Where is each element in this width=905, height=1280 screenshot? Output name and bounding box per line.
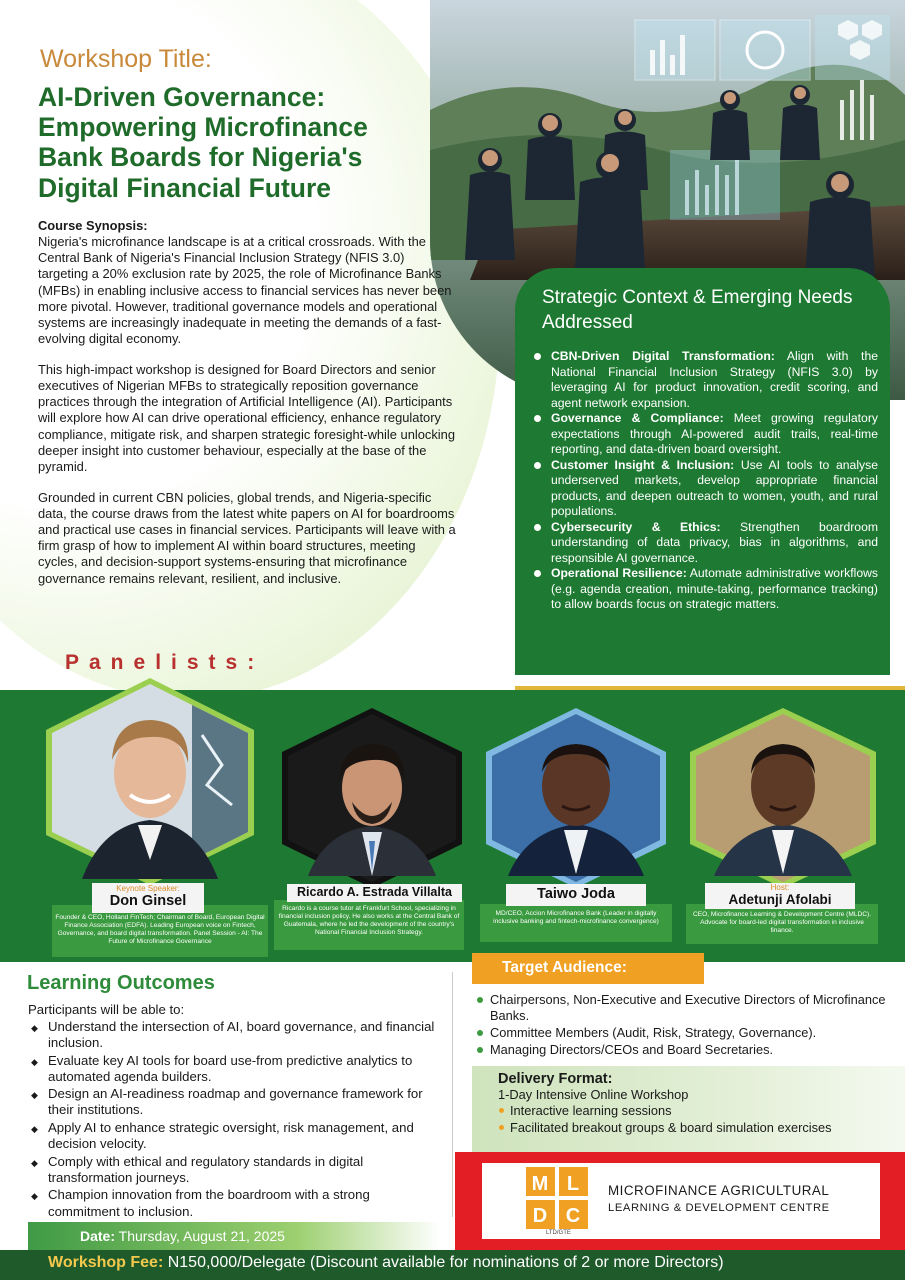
- list-item-text: Interactive learning sessions: [510, 1103, 672, 1119]
- delivery-format-line: 1-Day Intensive Online Workshop: [498, 1087, 689, 1102]
- panelist-description: Ricardo is a course tutor at Frankfurt School, specializing in financial inclusion policy. He also works at the Central Bank of Guatemala, where he led the development of the country's National Financial Inclusion Strategy.: [278, 905, 460, 937]
- diamond-bullet-icon: ◆: [31, 1157, 38, 1168]
- workshop-title: AI-Driven Governance: Empowering Microfinance Bank Boards for Nigeria's Digital Financial Future: [38, 82, 368, 203]
- diamond-bullet-icon: ◆: [31, 1056, 38, 1067]
- list-item-text: Managing Directors/CEOs and Board Secretaries.: [490, 1041, 774, 1057]
- panelist-name-tag: [506, 884, 646, 906]
- learning-outcomes-heading: Learning Outcomes: [27, 972, 215, 994]
- list-item-text: Comply with ethical and regulatory standards in digital transformation journeys.: [48, 1153, 364, 1185]
- target-audience-heading: Target Audience:: [472, 953, 704, 984]
- organisation-name: [608, 1181, 830, 1217]
- context-item-text: Use AI tools to analyse underserved markets, develop appropriate financial products, and deepen outreach to women, youth, and rural populations.: [551, 457, 878, 519]
- panelist-photo-ricardo-estrada: [280, 706, 464, 890]
- workshop-fee-banner: [0, 1250, 905, 1280]
- list-item: [30, 1187, 440, 1219]
- bullet-icon: [499, 1108, 504, 1113]
- context-item: [529, 349, 878, 411]
- panelist-name: Taiwo Joda: [537, 886, 615, 902]
- context-item-label: Operational Resilience:: [551, 566, 687, 581]
- context-item-label: Cybersecurity & Ethics:: [551, 519, 721, 534]
- list-item: [498, 1103, 905, 1119]
- list-item: [30, 1120, 440, 1152]
- bullet-icon: [534, 462, 541, 469]
- strategic-context-panel: [515, 268, 890, 675]
- bullet-icon: [534, 524, 541, 531]
- panelist-photo-don-ginsel: [42, 675, 258, 887]
- context-item-label: Customer Insight & Inclusion:: [551, 457, 735, 472]
- list-item-text: Evaluate key AI tools for board use-from predictive analytics to automated agenda builders.: [48, 1052, 413, 1084]
- context-item-label: Governance & Compliance:: [551, 411, 724, 426]
- context-item: [529, 458, 878, 520]
- fee-value: N150,000/Delegate (Discount available for nominations of 2 or more Directors): [163, 1254, 724, 1271]
- context-item-label: CBN-Driven Digital Transformation:: [551, 349, 775, 364]
- bullet-icon: [477, 1030, 483, 1036]
- panelist-photo-adetunji-afolabi: [688, 706, 878, 890]
- list-item-text: Design an AI-readiness roadmap and governance framework for their institutions.: [48, 1086, 423, 1118]
- context-item: [529, 566, 878, 612]
- list-item: [498, 1120, 905, 1136]
- organisation-name-line: MICROFINANCE AGRICULTURAL: [608, 1183, 830, 1198]
- list-item: [30, 1053, 440, 1085]
- context-item-text: Automate administrative workflows (e.g. agenda creation, minute-taking, performance tracking) to allow boards focus on strategic matters.: [551, 566, 878, 612]
- target-audience-list: [476, 992, 896, 1058]
- synopsis-heading: Course Synopsis:: [38, 218, 148, 233]
- workshop-title-kicker: Workshop Title:: [40, 45, 212, 73]
- context-item-text: Align with the National Financial Inclusion Strategy (NFIS 3.0) by leveraging AI for product innovation, credit scoring, and agent network expansion.: [551, 349, 878, 410]
- diamond-bullet-icon: ◆: [31, 1023, 38, 1033]
- date-banner: [28, 1222, 440, 1250]
- logo-letter: C: [565, 1205, 581, 1227]
- context-heading: Strategic Context & Emerging Needs Addressed: [542, 287, 853, 333]
- list-item: [476, 1025, 896, 1041]
- list-item: [30, 1154, 440, 1186]
- panelist-name-tag: [287, 884, 462, 902]
- panelist-description: MD/CEO, Accion Microfinance Bank (Leader in digitally inclusive banking and fintech-microfinance convergence): [493, 910, 659, 926]
- logo-letter: L: [566, 1173, 580, 1195]
- list-item-text: Understand the intersection of AI, board governance, and financial inclusion.: [48, 1019, 435, 1051]
- context-item: [529, 520, 878, 566]
- panelist-name: Adetunji Afolabi: [728, 892, 832, 907]
- diamond-bullet-icon: ◆: [31, 1124, 38, 1135]
- panelist-description: CEO, Microfinance Learning & Development Centre (MLDC). Advocate for board-led digital transformation in inclusive finance.: [692, 911, 872, 935]
- list-item-text: Champion innovation from the boardroom with a strong commitment to inclusion.: [48, 1187, 370, 1219]
- learning-outcomes-list: [30, 1019, 440, 1221]
- context-item-text: Strengthen boardroom understanding of data privacy, bias in algorithms, and responsible AI governance.: [551, 519, 878, 565]
- panelist-name-tag: [92, 883, 204, 913]
- organisation-name-line: LEARNING & DEVELOPMENT CENTRE: [608, 1202, 830, 1215]
- logo-letter: D: [532, 1205, 548, 1227]
- mldc-logo: [526, 1167, 588, 1229]
- panelists-heading: Panelists:: [65, 651, 265, 674]
- synopsis-paragraph: Grounded in current CBN policies, global trends, and Nigeria-specific data, the course draws from the latest white papers on AI for boardrooms and practical use cases in financial services. Participants will leave with a firm grasp of how to implement AI within board structures, meeting cycles, and decision-support systems-ensuring that microfinance governance remains relevant, resilient, and inclusive.: [38, 489, 456, 586]
- date-label: Date:: [80, 1228, 116, 1244]
- panelist-photo-taiwo-joda: [484, 706, 668, 890]
- logo-subtext: LTD/GTE: [546, 1230, 571, 1236]
- panelist-name: Don Ginsel: [109, 893, 187, 909]
- synopsis-paragraph: Nigeria's microfinance landscape is at a critical crossroads. With the Central Bank of Nigeria's Financial Inclusion Strategy (NFIS 3.0) targeting a 20% exclusion rate by 2025, the role of Microfinance Banks (MFBs) in enabling inclusive access to financial services has never been more pivotal. However, traditional governance models and operational systems are increasingly inadequate in meeting the demands of a fast-evolving digital economy.: [38, 234, 452, 346]
- diamond-bullet-icon: ◆: [31, 1090, 38, 1101]
- panelist-role: Host:: [770, 883, 790, 892]
- list-item-text: Committee Members (Audit, Risk, Strategy, Governance).: [490, 1024, 817, 1040]
- delivery-format-heading: Delivery Format:: [498, 1071, 613, 1087]
- context-list: [529, 349, 878, 612]
- delivery-format-box: [472, 1066, 905, 1152]
- bullet-icon: [477, 997, 483, 1003]
- bullet-icon: [534, 415, 541, 422]
- panelist-role: Keynote Speaker:: [116, 884, 180, 893]
- panelist-name-tag: [705, 883, 855, 909]
- list-item-text: Facilitated breakout groups & board simulation exercises: [510, 1119, 832, 1135]
- course-synopsis: [38, 218, 458, 602]
- context-item: [529, 411, 878, 457]
- list-item-text: Chairpersons, Non-Executive and Executive Directors of Microfinance Banks.: [490, 992, 886, 1023]
- gold-divider: [515, 686, 905, 690]
- list-item: [476, 992, 896, 1024]
- panelist-name: Ricardo A. Estrada Villalta: [297, 885, 452, 899]
- context-item-text: Meet growing regulatory expectations through AI-powered audit trails, real-time reporting, and data-driven board oversight.: [551, 411, 878, 457]
- fee-label: Workshop Fee:: [48, 1254, 164, 1271]
- bullet-icon: [534, 570, 541, 577]
- bullet-icon: [534, 353, 541, 360]
- list-item: [30, 1086, 440, 1118]
- learning-outcomes-intro: Participants will be able to:: [28, 1002, 185, 1017]
- logo-letter: M: [531, 1173, 549, 1195]
- bullet-icon: [499, 1125, 504, 1130]
- date-value: Thursday, August 21, 2025: [115, 1228, 285, 1244]
- synopsis-paragraph: This high-impact workshop is designed for Board Directors and senior executives of Nigerian MFBs to strategically reposition governance practices through the integration of Artificial Intelligence (AI). Participants will explore how AI can drive operational efficiency, enhance regulatory compliance, mitigate risk, and sharpen strategic foresight-while unlocking deeper insight into customer behaviour, especially at the base of the pyramid.: [38, 362, 456, 474]
- list-item: [30, 1019, 440, 1051]
- panelist-description: Founder & CEO, Holland FinTech; Chairman of Board, European Digital Finance Association (EDFA). Leading European voice on Fintech, Governance, and board digital transformation. Panel Session - AI: The Future of Microfinance Governance: [55, 914, 265, 946]
- diamond-bullet-icon: ◆: [31, 1191, 38, 1202]
- list-item: [476, 1042, 896, 1058]
- list-item-text: Apply AI to enhance strategic oversight, risk management, and decision velocity.: [48, 1120, 414, 1152]
- bullet-icon: [477, 1047, 483, 1053]
- column-divider: [452, 972, 453, 1217]
